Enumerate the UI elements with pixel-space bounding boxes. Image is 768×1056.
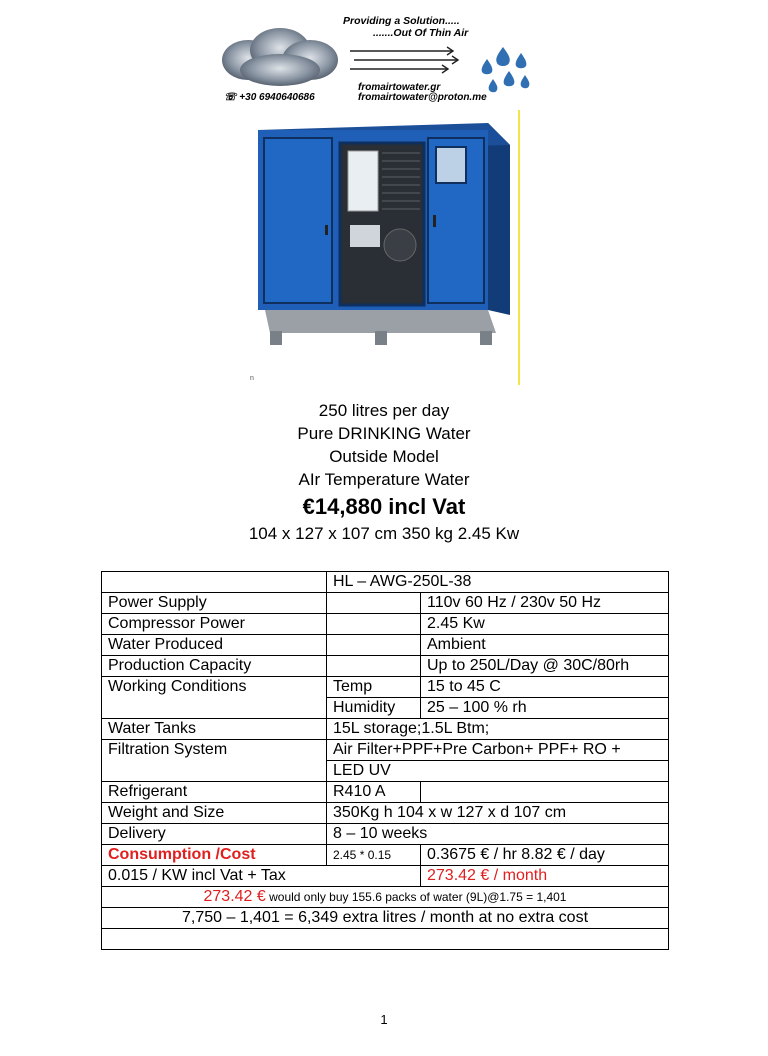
table-row xyxy=(102,782,669,803)
company-logo xyxy=(218,10,538,105)
table-row xyxy=(102,593,669,614)
tagline-secondary: .......Out Of Thin Air xyxy=(373,27,469,39)
table-row xyxy=(102,677,669,698)
row-label: Compressor Power xyxy=(102,614,327,635)
row-label: Water Produced xyxy=(102,635,327,656)
consumption-label: Consumption /Cost xyxy=(102,845,327,866)
row-label: Water Tanks xyxy=(102,719,327,740)
table-row xyxy=(102,803,669,824)
comparison-text: would only buy 155.6 packs of water (9L)@1.75 = 1,401 xyxy=(265,890,567,904)
consumption-formula: 2.45 * 0.15 xyxy=(327,845,421,866)
model-type-line: Outside Model xyxy=(329,447,439,466)
table-cell xyxy=(327,614,421,635)
row-label: Power Supply xyxy=(102,593,327,614)
phone-icon: ☏ xyxy=(224,92,237,103)
table-row xyxy=(102,929,669,950)
row-value: 110v 60 Hz / 230v 50 Hz xyxy=(421,593,669,614)
row-value: 2.45 Kw xyxy=(421,614,669,635)
tagline-primary: Providing a Solution..... xyxy=(343,15,460,27)
table-cell xyxy=(421,782,669,803)
row-label: Filtration System xyxy=(102,740,327,782)
product-photo xyxy=(240,105,530,390)
page-number: 1 xyxy=(380,1012,388,1027)
cloud-icon xyxy=(218,22,343,92)
extra-litres-note: 7,750 – 1,401 = 6,349 extra litres / month at no extra cost xyxy=(102,908,669,929)
table-row xyxy=(102,719,669,740)
table-row xyxy=(102,656,669,677)
row-value: 15L storage;1.5L Btm; xyxy=(327,719,669,740)
row-value: 350Kg h 104 x w 127 x d 107 cm xyxy=(327,803,669,824)
monthly-amount: 273.42 € xyxy=(203,888,266,905)
row-value: Ambient xyxy=(421,635,669,656)
phone-number: +30 6940640686 xyxy=(239,92,315,103)
row-value: LED UV xyxy=(327,761,669,782)
row-value: Up to 250L/Day @ 30C/80rh xyxy=(421,656,669,677)
table-row xyxy=(102,887,669,908)
wind-arrows-icon xyxy=(348,46,468,76)
rate-label: 0.015 / KW incl Vat + Tax xyxy=(102,866,421,887)
image-caption: n xyxy=(250,375,254,382)
temperature-line: AIr Temperature Water xyxy=(298,470,470,489)
spec-table xyxy=(101,571,669,950)
row-label: Delivery xyxy=(102,824,327,845)
water-drops-icon xyxy=(473,45,533,95)
dimensions-line: 104 x 127 x 107 cm 350 kg 2.45 Kw xyxy=(248,524,520,543)
table-cell xyxy=(327,635,421,656)
sub-label: Humidity xyxy=(327,698,421,719)
water-type-line: Pure DRINKING Water xyxy=(297,424,471,443)
row-value: 15 to 45 C xyxy=(421,677,669,698)
table-cell xyxy=(102,572,327,593)
row-label: Working Conditions xyxy=(102,677,327,719)
row-value: 8 – 10 weeks xyxy=(327,824,669,845)
table-row xyxy=(102,824,669,845)
monthly-cost: 273.42 € / month xyxy=(421,866,669,887)
row-value: Air Filter+PPF+Pre Carbon+ PPF+ RO + xyxy=(327,740,669,761)
price-heading: €14,880 incl Vat xyxy=(302,494,466,519)
row-label: Weight and Size xyxy=(102,803,327,824)
comparison-note xyxy=(102,887,669,908)
row-label: Refrigerant xyxy=(102,782,327,803)
table-row xyxy=(102,614,669,635)
phone-contact xyxy=(224,92,315,103)
table-row xyxy=(102,908,669,929)
table-row xyxy=(102,572,669,593)
sub-label: Temp xyxy=(327,677,421,698)
consumption-value: 0.3675 € / hr 8.82 € / day xyxy=(421,845,669,866)
row-value: R410 A xyxy=(327,782,421,803)
row-label: Production Capacity xyxy=(102,656,327,677)
model-cell: HL – AWG-250L-38 xyxy=(327,572,669,593)
table-cell xyxy=(327,593,421,614)
website-text: fromairtowater.gr xyxy=(358,82,441,93)
table-cell xyxy=(327,656,421,677)
table-row xyxy=(102,866,669,887)
table-row xyxy=(102,740,669,761)
table-row xyxy=(102,635,669,656)
email-text: fromairtowater@proton.me xyxy=(358,92,487,103)
row-value: 25 – 100 % rh xyxy=(421,698,669,719)
table-cell xyxy=(102,929,669,950)
table-row xyxy=(102,845,669,866)
capacity-line: 250 litres per day xyxy=(318,401,450,420)
